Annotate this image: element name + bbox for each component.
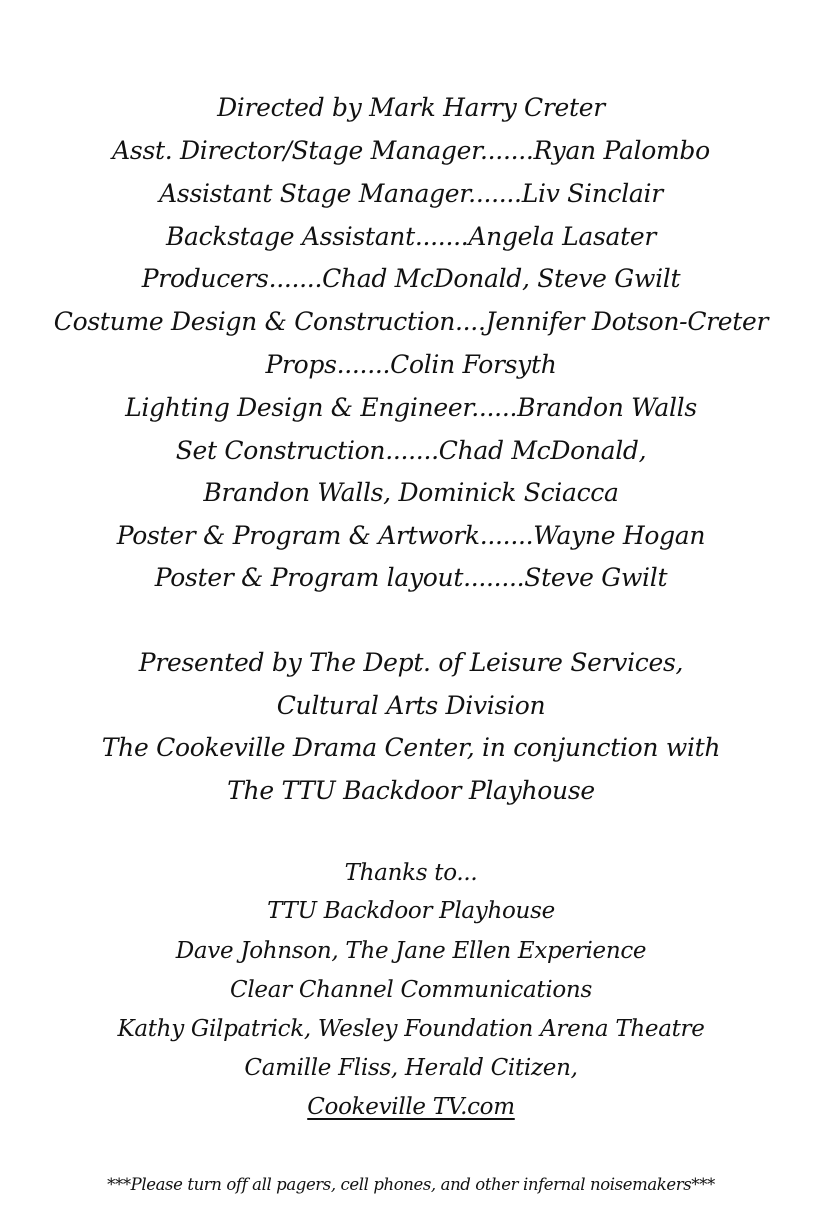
thanks-item: Kathy Gilpatrick, Wesley Foundation Arena Theatre [117, 1016, 705, 1042]
credit-asst-stage-manager: Assistant Stage Manager.......Liv Sinclair [159, 179, 663, 208]
credit-poster-layout: Poster & Program layout........Steve Gwilt [154, 563, 668, 592]
thanks-item: Clear Channel Communications [230, 977, 592, 1003]
presented-line: The Cookeville Drama Center, in conjunction with [101, 733, 721, 762]
presented-line: The TTU Backdoor Playhouse [227, 776, 595, 805]
credit-poster-artwork: Poster & Program & Artwork.......Wayne Hogan [116, 521, 706, 550]
credit-set-construction-cont: Brandon Walls, Dominick Sciacca [203, 478, 619, 507]
thanks-item: TTU Backdoor Playhouse [267, 898, 555, 924]
credit-producers: Producers.......Chad McDonald, Steve Gwilt [141, 264, 681, 293]
thanks-item: Camille Fliss, Herald Citizen, [244, 1055, 578, 1081]
credit-lighting: Lighting Design & Engineer......Brandon Walls [125, 393, 697, 422]
presented-line: Cultural Arts Division [276, 691, 546, 720]
credit-costume: Costume Design & Construction....Jennifer Dotson-Creter [53, 307, 769, 336]
credit-asst-director: Asst. Director/Stage Manager.......Ryan Palombo [112, 136, 710, 165]
credit-set-construction: Set Construction.......Chad McDonald, [175, 436, 647, 465]
thanks-item: Dave Johnson, The Jane Ellen Experience [175, 938, 647, 964]
credit-backstage-assistant: Backstage Assistant.......Angela Lasater [165, 222, 657, 251]
presented-line: Presented by The Dept. of Leisure Services, [138, 648, 684, 677]
cookeville-tv-link[interactable]: Cookeville TV.com [307, 1094, 515, 1120]
thanks-heading: Thanks to... [344, 860, 478, 886]
noisemakers-notice: ***Please turn off all pagers, cell phones, and other infernal noisemakers*** [107, 1175, 715, 1194]
thanks-link-row [0, 1094, 822, 1120]
credit-props: Props.......Colin Forsyth [265, 350, 557, 379]
credit-director: Directed by Mark Harry Creter [217, 93, 605, 122]
